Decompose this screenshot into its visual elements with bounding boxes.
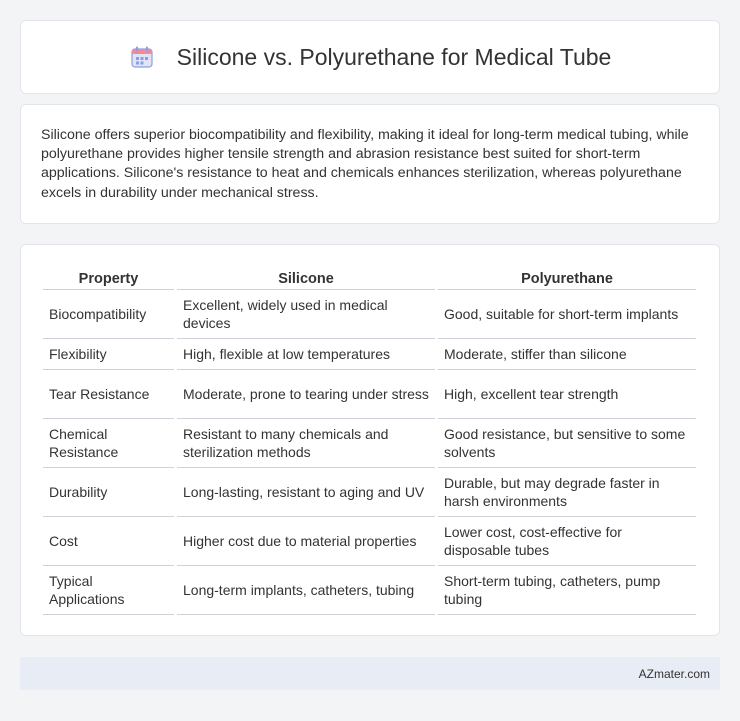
silicone-cell: Excellent, widely used in medical devices: [177, 290, 435, 339]
silicone-cell: Moderate, prone to tearing under stress: [177, 370, 435, 419]
silicone-cell: High, flexible at low temperatures: [177, 339, 435, 370]
property-cell: Cost: [43, 517, 174, 566]
silicone-cell: Long-term implants, catheters, tubing: [177, 566, 435, 615]
polyurethane-cell: High, excellent tear strength: [438, 370, 696, 419]
silicone-cell: Higher cost due to material properties: [177, 517, 435, 566]
footer-brand: AZmater.com: [638, 666, 710, 681]
silicone-cell: Long-lasting, resistant to aging and UV: [177, 468, 435, 517]
polyurethane-cell: Lower cost, cost-effective for disposable tubes: [438, 517, 696, 566]
property-cell: Tear Resistance: [43, 370, 174, 419]
comparison-table: [40, 266, 699, 615]
property-cell: Durability: [43, 468, 174, 517]
table-row: [43, 339, 696, 370]
summary-text: Silicone offers superior biocompatibility and flexibility, making it ideal for long-term medical tubing, while polyurethane provides higher tensile strength and abrasion resistance best suited for short-term applications. Silicone's resistance to heat and chemicals enhances sterilization, whereas polyurethane excels in durability under mechanical stress.: [41, 127, 689, 201]
calendar-icon: [129, 44, 155, 70]
polyurethane-cell: Short-term tubing, catheters, pump tubing: [438, 566, 696, 615]
table-row: [43, 517, 696, 566]
table-row: [43, 419, 696, 468]
header-polyurethane: Polyurethane: [438, 266, 696, 290]
silicone-cell: Resistant to many chemicals and sterilization methods: [177, 419, 435, 468]
table-row: [43, 468, 696, 517]
table-row: [43, 290, 696, 339]
page-title: Silicone vs. Polyurethane for Medical Tube: [176, 43, 612, 70]
table-header-row: [43, 266, 696, 290]
property-cell: Flexibility: [43, 339, 174, 370]
property-cell: Biocompatibility: [43, 290, 174, 339]
header-silicone: Silicone: [177, 266, 435, 290]
polyurethane-cell: Good, suitable for short-term implants: [438, 290, 696, 339]
summary-card: [20, 104, 720, 224]
table-row: [43, 370, 696, 419]
property-cell: Typical Applications: [43, 566, 174, 615]
table-row: [43, 566, 696, 615]
header-property: Property: [43, 266, 174, 290]
polyurethane-cell: Moderate, stiffer than silicone: [438, 339, 696, 370]
footer: [20, 657, 720, 690]
title-card: [20, 20, 720, 94]
comparison-table-card: [20, 244, 720, 636]
polyurethane-cell: Durable, but may degrade faster in harsh environments: [438, 468, 696, 517]
property-cell: Chemical Resistance: [43, 419, 174, 468]
polyurethane-cell: Good resistance, but sensitive to some solvents: [438, 419, 696, 468]
